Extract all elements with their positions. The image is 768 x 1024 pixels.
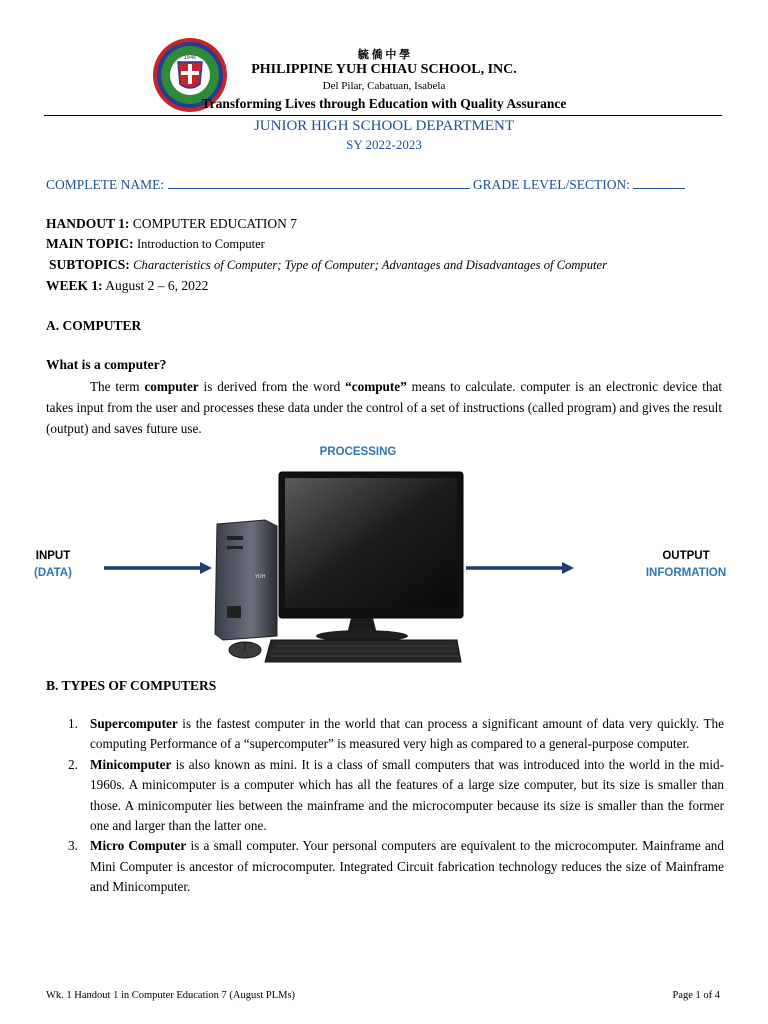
computer-definition-paragraph: The term computer is derived from the word “compute” means to calculate. computer is an electronic device that takes input from the user and processes these data under the control of a set of instructions (called program) and gives the result (output) and saves future use.	[46, 379, 723, 436]
school-address: Del Pilar, Cabatuan, Isabela	[322, 80, 446, 92]
school-year: SY 2022-2023	[346, 137, 422, 152]
processing-label: PROCESSING	[319, 446, 397, 458]
page-number: Page 1 of 4	[672, 990, 720, 1001]
subtopics-value: Characteristics of Computer; Type of Computer; Advantages and Disadvantages of Computer	[133, 258, 608, 272]
desktop-computer-illustration	[205, 466, 467, 666]
department-title: JUNIOR HIGH SCHOOL DEPARTMENT	[253, 118, 515, 134]
week-line	[46, 278, 208, 294]
computer-types-list	[48, 714, 724, 898]
list-item: 3. Micro Computer is a small computer. Your personal computers are equivalent to the microcomputer. Mainframe and Mini Computer is ancestor of microcomputer. Integrated Circuit fabrication technology reduces the size of Mainframe and Minicomputer.	[68, 838, 724, 895]
computer-tower	[215, 520, 277, 640]
subtopics-label: SUBTOPICS:	[49, 257, 130, 272]
what-is-computer-question: What is a computer?	[46, 357, 167, 372]
section-b-heading: B. TYPES OF COMPUTERS	[46, 678, 217, 693]
input-label: INPUT	[35, 550, 71, 562]
main-topic-value: Introduction to Computer	[137, 237, 265, 251]
week-value: August 2 – 6, 2022	[105, 278, 209, 293]
school-name: PHILIPPINE YUH CHIAU SCHOOL, INC.	[251, 62, 517, 77]
grade-level-label: GRADE LEVEL/SECTION:	[472, 177, 630, 192]
week-label: WEEK 1:	[46, 278, 103, 293]
chinese-school-name: 毓 僑 中 學	[357, 49, 411, 61]
footer-left-text: Wk. 1 Handout 1 in Computer Education 7 (August PLMs)	[46, 990, 296, 1001]
complete-name-field[interactable]	[168, 176, 470, 189]
header-divider	[44, 115, 722, 116]
handout-label: HANDOUT 1:	[46, 216, 130, 231]
output-information-label: INFORMATION	[645, 567, 727, 579]
logo-year: 1946	[183, 55, 197, 61]
output-label: OUTPUT	[662, 550, 710, 562]
input-data-label: (DATA)	[34, 567, 72, 579]
student-info-line	[46, 176, 726, 193]
school-motto: Transforming Lives through Education with Quality Assurance	[201, 96, 567, 111]
handout-line	[46, 216, 297, 232]
tower-brand-text: YUH	[255, 574, 266, 580]
list-item: 1. Supercomputer is the fastest computer in the world that can process a significant amount of data very quickly. The computing Performance of a “supercomputer” is measured very high as compared to a general-purpose computer.	[68, 716, 724, 752]
subtopics-line	[49, 257, 607, 273]
section-a-heading: A. COMPUTER	[46, 318, 142, 333]
grade-level-field[interactable]	[633, 176, 685, 189]
list-item: 2. Minicomputer is also known as mini. It is a class of small computers that was introduced into the world in the mid-1960s. A minicomputer is a computer which has all the features of a large size computer, but its size is smaller than those. A minicomputer lies between the mainframe and the microcomputer because its size is smaller than the former one and larger than the latter one.	[68, 756, 724, 834]
complete-name-label: COMPLETE NAME:	[46, 177, 165, 192]
main-topic-line	[46, 236, 265, 252]
handout-value: COMPUTER EDUCATION 7	[132, 216, 298, 231]
main-topic-label: MAIN TOPIC:	[46, 236, 134, 251]
output-arrow	[466, 561, 574, 575]
input-arrow	[104, 561, 212, 575]
